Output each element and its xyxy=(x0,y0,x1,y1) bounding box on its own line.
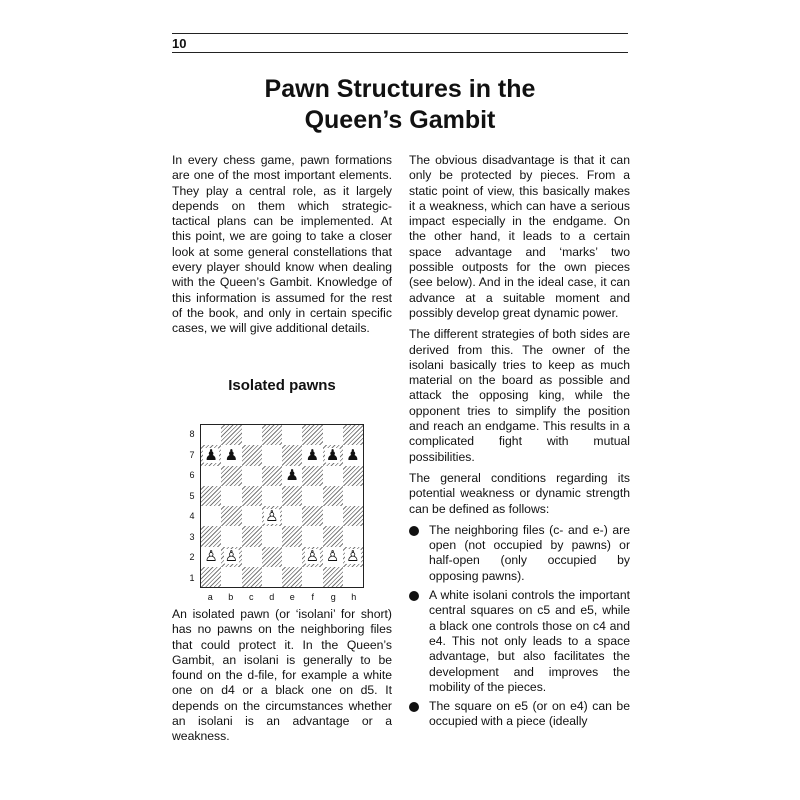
board-square-d5 xyxy=(262,486,282,506)
board-square-f6 xyxy=(302,466,322,486)
chapter-title-line-1: Pawn Structures in the xyxy=(264,75,536,103)
bullet-item xyxy=(409,588,630,695)
board-square-f3 xyxy=(302,526,322,546)
board-square-d7 xyxy=(262,445,282,465)
board-square-a2 xyxy=(201,547,221,567)
board-square-e7 xyxy=(282,445,302,465)
board-square-h6 xyxy=(343,466,363,486)
board-square-g5 xyxy=(323,486,343,506)
bullet-dot-icon xyxy=(409,591,419,601)
rank-label: 7 xyxy=(189,449,195,460)
bottom-left-text xyxy=(172,607,392,751)
right-paragraph-1: The obvious disadvantage is that it can only be protected by pieces. From a static point of view, this basically makes it a weakness, which can have a serious impact especially in the endgame. On the other hand, it leads to a certain space advantage and ‘marks’ two possible outposts for the own pieces (see below). And in the ideal case, it can advance at a suitable moment and possibly develop great dynamic power. xyxy=(409,153,630,320)
board-square-h3 xyxy=(343,526,363,546)
board-square-a3 xyxy=(201,526,221,546)
file-label: d xyxy=(269,592,275,602)
board-square-d2 xyxy=(262,547,282,567)
board-square-e1 xyxy=(282,567,302,587)
board-square-h1 xyxy=(343,567,363,587)
board-square-a8 xyxy=(201,425,221,445)
board-square-b5 xyxy=(221,486,241,506)
board-square-c2 xyxy=(242,547,262,567)
right-column xyxy=(409,153,630,734)
board-square-e2 xyxy=(282,547,302,567)
board-square-a5 xyxy=(201,486,221,506)
board-square-e3 xyxy=(282,526,302,546)
board-square-e4 xyxy=(282,506,302,526)
file-label: g xyxy=(330,592,336,602)
file-label: f xyxy=(311,592,314,602)
board-square-b3 xyxy=(221,526,241,546)
board-square-f2 xyxy=(302,547,322,567)
board-square-g7 xyxy=(323,445,343,465)
white-pawn-icon: ♙ xyxy=(224,548,239,566)
conditions-list xyxy=(409,523,630,730)
right-paragraph-3: The general conditions regarding its potential weakness or dynamic strength can be defined as follows: xyxy=(409,470,630,516)
rank-label: 5 xyxy=(189,490,195,501)
board-square-d4 xyxy=(262,506,282,526)
board-square-f4 xyxy=(302,506,322,526)
board-square-h4 xyxy=(343,506,363,526)
page-number: 10 xyxy=(172,36,187,51)
board-square-e5 xyxy=(282,486,302,506)
file-label: a xyxy=(207,592,213,602)
right-paragraph-2: The different strategies of both sides are derived from this. The owner of the isolani basically tries to keep as much material on the board as possible and attack the opposing king, while the opponent tries to simplify the position and reach an endgame. This results in a complicated fight with mutual possibilities. xyxy=(409,327,630,464)
board-square-b1 xyxy=(221,567,241,587)
board-square-g1 xyxy=(323,567,343,587)
file-label: b xyxy=(228,592,234,602)
black-pawn-icon: ♟ xyxy=(285,467,299,485)
file-label: c xyxy=(249,592,254,602)
white-pawn-icon: ♙ xyxy=(305,548,320,566)
board-square-f8 xyxy=(302,425,322,445)
white-pawn-icon: ♙ xyxy=(265,507,279,525)
rank-label: 6 xyxy=(189,470,195,480)
board-square-a4 xyxy=(201,506,221,526)
black-pawn-icon: ♟ xyxy=(204,446,218,464)
board-square-b8 xyxy=(221,425,241,445)
board-square-c6 xyxy=(242,466,262,486)
board-square-f1 xyxy=(302,567,322,587)
bullet-text: The square on e5 (or on e4) can be occupied with a piece (ideally xyxy=(429,699,630,729)
black-pawn-icon: ♟ xyxy=(224,446,239,464)
board-square-d3 xyxy=(262,526,282,546)
bullet-dot-icon xyxy=(409,526,419,536)
board-square-b4 xyxy=(221,506,241,526)
black-pawn-icon: ♟ xyxy=(305,446,320,464)
isolani-definition-paragraph: An isolated pawn (or ‘isolani’ for short) has no pawns on the neighboring files that could protect it. In the Queen’s Gambit, an isolani is generally to be found on the d-file, for example a white one on d4 or a black one on d5. It depends on the circumstances whether an isolani is an advantage or a weakness. xyxy=(172,607,392,744)
board-square-g4 xyxy=(323,506,343,526)
white-pawn-icon: ♙ xyxy=(346,548,360,566)
board-square-g2 xyxy=(323,547,343,567)
board-square-h7 xyxy=(343,445,363,465)
section-heading: Isolated pawns xyxy=(228,377,336,394)
board-square-b6 xyxy=(221,466,241,486)
board-square-e8 xyxy=(282,425,302,445)
bullet-dot-icon xyxy=(409,702,419,712)
bullet-item xyxy=(409,523,630,584)
board-square-g6 xyxy=(323,466,343,486)
board-square-g8 xyxy=(323,425,343,445)
white-pawn-icon: ♙ xyxy=(325,548,340,566)
bullet-text: The neighboring files (c- and e-) are open (not occupied by pawns) or half-open (only occupied by opposing pawns). xyxy=(429,522,630,583)
left-column xyxy=(172,153,392,343)
board-square-a1 xyxy=(201,567,221,587)
black-pawn-icon: ♟ xyxy=(346,446,360,464)
board-square-c3 xyxy=(242,526,262,546)
board-square-h8 xyxy=(343,425,363,445)
board-square-d8 xyxy=(262,425,282,445)
bullet-text: A white isolani controls the important central squares on c5 and e5, while a black one controls those on c4 and e4. This not only leads to a space advantage, but also facilitates the development and improves the mobility of the pieces. xyxy=(429,588,630,694)
rank-labels xyxy=(186,424,198,588)
board-square-c7 xyxy=(242,445,262,465)
board-square-f7 xyxy=(302,445,322,465)
black-pawn-icon: ♟ xyxy=(325,446,340,464)
board-square-c5 xyxy=(242,486,262,506)
board-square-h2 xyxy=(343,547,363,567)
board-square-b2 xyxy=(221,547,241,567)
board-square-f5 xyxy=(302,486,322,506)
board-square-d1 xyxy=(262,567,282,587)
white-pawn-icon: ♙ xyxy=(204,548,218,566)
bullet-item xyxy=(409,699,630,730)
board-square-g3 xyxy=(323,526,343,546)
rank-label: 2 xyxy=(189,552,195,562)
file-label: h xyxy=(351,592,357,602)
board-square-b7 xyxy=(221,445,241,465)
board-square-a6 xyxy=(201,466,221,486)
board-square-h5 xyxy=(343,486,363,506)
chapter-title-line-2: Queen’s Gambit xyxy=(304,106,496,134)
board-square-c4 xyxy=(242,506,262,526)
board-square-d6 xyxy=(262,466,282,486)
board-square-a7 xyxy=(201,445,221,465)
rank-label: 3 xyxy=(189,531,195,542)
file-label: e xyxy=(289,592,295,602)
board-square-c1 xyxy=(242,567,262,587)
chess-board xyxy=(200,424,364,588)
file-labels xyxy=(200,592,364,602)
rank-label: 8 xyxy=(189,429,195,439)
board-square-c8 xyxy=(242,425,262,445)
rank-label: 1 xyxy=(189,572,195,583)
page-header xyxy=(172,33,628,53)
board-square-e6 xyxy=(282,466,302,486)
intro-paragraph: In every chess game, pawn formations are one of the most important elements. They play a central role, as it largely depends on them which strategic-tactical plans can be implemented. At this point, we are going to take a closer look at some general constellations that every player should know when dealing with the Queen’s Gambit. Knowledge of this information is assumed for the rest of the book, and only in certain specific cases, we will give additional details. xyxy=(172,153,392,336)
chapter-title xyxy=(172,74,628,136)
rank-label: 4 xyxy=(189,511,195,521)
